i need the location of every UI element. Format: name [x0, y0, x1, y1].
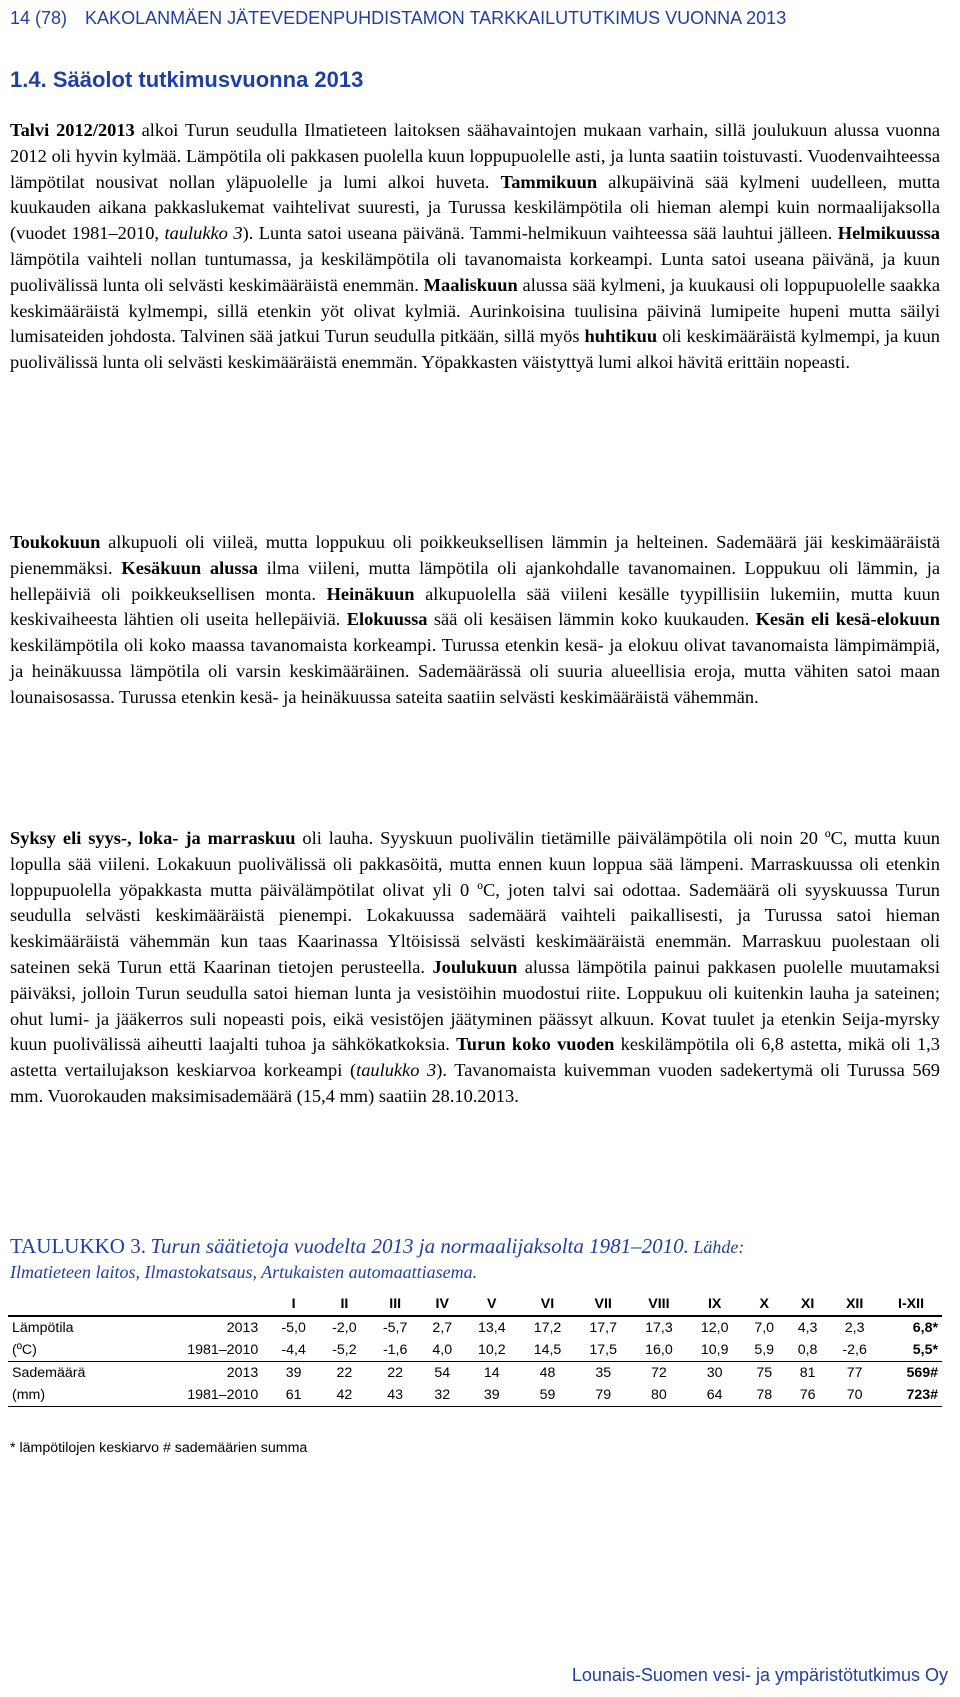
month-header: X — [743, 1293, 786, 1316]
table-cell: 0,8 — [797, 1342, 818, 1358]
table-cell: -2,0 — [332, 1320, 357, 1336]
month-header: XI — [786, 1293, 829, 1316]
table-cell: 61 — [268, 1384, 319, 1407]
table-cell: -5,0 — [281, 1320, 306, 1336]
table-cell: 54 — [421, 1362, 464, 1385]
table-cell: 22 — [319, 1362, 370, 1385]
bold-term: Maaliskuun — [423, 274, 518, 295]
text-run: lämpötila vaihteli nollan tuntumassa, ja keskilämpötila oli tavanomaista korkeampi. Lunta satoi useana päivänä, ja kuun puolivälissä lunta oli selvästi keskimääräistä enemmän. — [10, 248, 940, 295]
table-cell: -4,4 — [281, 1342, 306, 1358]
bold-term: Joulukuun — [432, 956, 518, 977]
table-cell: 17,5 — [589, 1342, 618, 1358]
table-cell: 76 — [786, 1384, 829, 1407]
page-number: 14 (78) — [10, 8, 68, 28]
text-run: ). Tavanomaista kuivemman vuoden sadekertymä oli Turussa 569 mm. Vuorokauden maksimisademäärä (15,4 mm) saatiin 28.10.2013. — [10, 1060, 940, 1106]
text-run: alussa sää kylmeni, ja kuukausi oli loppupuolelle saakka keskimääräistä kylmempi, sillä etenkin yöt olivat kylmiä. Aurinkoisina tuulisina päivinä lumipeite hupeni mutta säilyi lumisateiden johdosta. Talvinen sää jatkui Turun seudulla pitkään, sillä myös — [10, 274, 940, 347]
bold-term: Helmikuussa — [837, 223, 940, 244]
table-cell: 4,3 — [797, 1320, 818, 1336]
section-heading — [10, 67, 363, 93]
text-run: alkupäivinä sää kylmeni uudelleen, mutta kuukauden aikana pakkaslukemat vaihtelivat suuresti, ja Turussa keskilämpötila oli hieman alempi kuin normaalijaksolla (vuodet 1981–2010, — [10, 171, 940, 244]
header-cell-empty — [135, 1293, 268, 1316]
table-cell: 5,9 — [754, 1342, 775, 1358]
table-cell: 42 — [319, 1384, 370, 1407]
table-cell: 17,3 — [645, 1320, 673, 1336]
row-period: 1981–2010 — [187, 1342, 259, 1358]
caption-label: TAULUKKO 3. — [10, 1234, 146, 1258]
caption-source: Ilmatieteen laitos, Ilmastokatsaus, Artukaisten automaattiasema. — [10, 1262, 478, 1282]
table-cell: 43 — [370, 1384, 421, 1407]
month-header: I-XII — [880, 1293, 942, 1316]
text-run: keskilämpötila oli koko maassa tavanomaista korkeampi. Turussa etenkin kesä- ja elokuu olivat tavanomaista lämpimämpiä, ja heinäkuussa lämpötila oli varsin keskimääräinen. Sademäärässä oli suuria alueellisia eroja, mutta vähiten satoi maan lounaisosassa. Turussa etenkin kesä- ja heinäkuussa sateita saatiin selvästi keskimääräistä vähemmän. — [10, 635, 940, 707]
table-cell: 77 — [829, 1362, 880, 1385]
text-run: keskilämpötila oli 6,8 astetta, mikä oli 1,3 astetta vertailujakson keskiarvoa korkeampi ( — [10, 1034, 940, 1081]
table-cell: 14 — [464, 1362, 520, 1385]
bold-term: Kesäkuun alussa — [121, 557, 258, 578]
bold-term: Talvi 2012/2013 — [10, 120, 135, 140]
table-cell: 16,0 — [645, 1342, 673, 1358]
table-cell: 2,7 — [432, 1320, 453, 1336]
bold-term: Elokuussa — [346, 609, 428, 630]
table-cell: 30 — [687, 1362, 743, 1385]
annual-total: 6,8* — [912, 1320, 938, 1336]
text-run: ilma viileni, mutta lämpötila oli ajankohdalle tavanomainen. Loppukuu oli lämmin, ja hellepäiviä oli poikkeuksellisen monta. — [10, 557, 940, 604]
table-cell: 17,2 — [533, 1320, 562, 1336]
text-run: alkupuoli oli viileä, mutta loppukuu oli poikkeuksellisen lämmin ja helteinen. Sademäärä jäi keskimääräistä pienemmäksi. — [10, 532, 940, 578]
month-header: IV — [421, 1293, 464, 1316]
table-cell: 17,7 — [589, 1320, 618, 1336]
paragraph-summer — [10, 530, 940, 711]
table-cell: 39 — [268, 1362, 319, 1385]
month-header: VIII — [631, 1293, 687, 1316]
row-period: 1981–2010 — [135, 1384, 268, 1407]
bold-term: Tammikuun — [500, 171, 598, 192]
table-cell: 70 — [829, 1384, 880, 1407]
paragraph-autumn — [10, 826, 940, 1110]
table-cell: -5,2 — [332, 1342, 357, 1358]
bold-term: Turun koko vuoden — [456, 1034, 615, 1055]
caption-title: Turun säätietoja vuodelta 2013 ja normaalijaksolta 1981–2010. — [150, 1234, 689, 1258]
month-header: VI — [520, 1293, 576, 1316]
paragraph-text — [10, 826, 940, 1110]
row-label: (ºC) — [12, 1342, 37, 1358]
table-cell: 12,0 — [700, 1320, 729, 1336]
table-header-row — [8, 1293, 942, 1316]
table-cell: 14,5 — [533, 1342, 562, 1358]
table-footnote: * lämpötilojen keskiarvo # sademäärien summa — [10, 1440, 308, 1456]
table-cell: 48 — [520, 1362, 576, 1385]
table-cell: 10,2 — [477, 1342, 506, 1358]
bold-term: Heinäkuun — [326, 583, 415, 604]
page-footer: Lounais-Suomen vesi- ja ympäristötutkimus Oy — [571, 1665, 948, 1685]
text-run: sää oli kesäisen lämmin koko kuukauden. — [427, 609, 756, 630]
table-cell: -2,6 — [842, 1342, 867, 1358]
text-run: alussa lämpötila painui pakkasen puolelle muutamaksi päiväksi, jolloin Turun seudulla satoi hieman lunta ja vesistöihin muodostui riite. Loppukuu oli kuitenkin lauha ja sateinen; ohut lumi- ja jääkerros suli nopeasti pois, eikä vesistöjen jäätyminen päässyt alkuun. Kovat tuulet ja etenkin Seija-myrsky kuun puolivälissä aiheutti laajalti tuhoa ja sähkökatkoksia. — [10, 956, 940, 1055]
caption-source-label: Lähde: — [693, 1237, 745, 1257]
month-header: II — [319, 1293, 370, 1316]
italic-ref: taulukko 3 — [356, 1060, 437, 1081]
table-cell: 10,9 — [700, 1342, 729, 1358]
table-cell: 81 — [786, 1362, 829, 1385]
paragraph-winter — [10, 118, 940, 376]
table-caption — [10, 1234, 940, 1285]
row-label: Lämpötila — [12, 1320, 74, 1336]
page-header — [10, 8, 950, 29]
report-title: KAKOLANMÄEN JÄTEVEDENPUHDISTAMON TARKKAILUTUTKIMUS VUONNA 2013 — [85, 8, 787, 28]
table-cell: 4,0 — [432, 1342, 453, 1358]
section-number: 1.4. — [10, 67, 47, 92]
annual-total: 569# — [880, 1362, 942, 1385]
table-cell: 79 — [575, 1384, 631, 1407]
section-title: Sääolot tutkimusvuonna 2013 — [52, 67, 364, 92]
header-cell-empty — [8, 1293, 135, 1316]
text-run: alkupuolella sää viileni kesälle tyypillisiin lukemiin, mutta kuun keskivaiheesta lähtien oli useita hellepäiviä. — [10, 583, 940, 630]
paragraph-text — [10, 530, 940, 711]
row-label: Sademäärä — [8, 1362, 135, 1385]
table-cell: 39 — [464, 1384, 520, 1407]
table-row — [8, 1384, 942, 1407]
table-cell: 80 — [631, 1384, 687, 1407]
italic-ref: taulukko 3 — [164, 223, 243, 244]
month-header: IX — [687, 1293, 743, 1316]
table-cell: 7,0 — [754, 1320, 775, 1336]
table-cell: 13,4 — [477, 1320, 506, 1336]
text-run: oli keskimääräistä kylmempi, ja kuun puolivälissä lunta oli selvästi keskimääräistä enemmän. Yöpakkasten väistyttyä lumi alkoi hävitä erittäin nopeasti. — [10, 326, 941, 373]
table-cell: -1,6 — [382, 1342, 408, 1358]
table-row — [8, 1316, 942, 1339]
annual-total: 5,5* — [912, 1342, 938, 1358]
annual-total: 723# — [880, 1384, 942, 1407]
month-header: V — [464, 1293, 520, 1316]
table-cell: 35 — [575, 1362, 631, 1385]
table-cell: 75 — [743, 1362, 786, 1385]
climate-table — [8, 1293, 942, 1407]
row-period: 2013 — [226, 1320, 259, 1336]
row-label: (mm) — [8, 1384, 135, 1407]
bold-term: Kesän eli kesä-elokuun — [755, 609, 941, 630]
text-run: ). Lunta satoi useana päivänä. Tammi-helmikuun vaihteessa sää lauhtui jälleen. — [242, 223, 838, 244]
table-cell: 2,3 — [844, 1320, 865, 1336]
table-cell: 32 — [421, 1384, 464, 1407]
table-row — [8, 1362, 942, 1385]
table-cell: -5,7 — [382, 1320, 408, 1336]
table-body — [8, 1316, 942, 1407]
text-run: alkoi Turun seudulla Ilmatieteen laitoksen säähavaintojen mukaan varhain, sillä joulukuun alussa vuonna 2012 oli hyvin kylmää. Lämpötila oli pakkasen puolella kuun loppupuolelle asti, ja lunta saatiin toistuvasti. Vuodenvaihteessa lämpötilat nousivat nollan yläpuolelle ja lumi alkoi huveta. — [10, 120, 940, 192]
table-row — [8, 1339, 942, 1362]
table-cell: 64 — [687, 1384, 743, 1407]
row-period: 2013 — [135, 1362, 268, 1385]
table-cell: 78 — [743, 1384, 786, 1407]
paragraph-text — [10, 118, 940, 376]
month-header: I — [268, 1293, 319, 1316]
bold-term: Syksy eli syys-, loka- ja marraskuu — [10, 828, 296, 848]
table-cell: 59 — [520, 1384, 576, 1407]
bold-term: Toukokuun — [10, 532, 101, 552]
month-header: XII — [829, 1293, 880, 1316]
month-header: III — [370, 1293, 421, 1316]
table-cell: 22 — [370, 1362, 421, 1385]
table-cell: 72 — [631, 1362, 687, 1385]
text-run: oli lauha. Syyskuun puolivälin tietämille päivälämpötila oli noin 20 ºC, mutta kuun lopulla sää viileni. Lokakuun puolivälissä oli pakkasöitä, mutta ennen kuun loppua sää lämpeni. Marraskuussa oli etenkin loppupuolella yöpakkasta mutta päivälämpötilat olivat yli 0 ºC, joten talvi sai odottaa. Sademäärä oli syyskuussa Turun seudulla selvästi keskimääräistä pienempi. Lokakuussa sademäärä vaihteli paikallisesti, ja Turussa satoi hieman keskimääräistä vähemmän kun taas Kaarinassa Yltöisissä selvästi keskimääräistä enemmän. Marraskuu puolestaan oli sateinen sekä Turun että Kaarinan tietojen perusteella. — [10, 828, 940, 977]
month-header: VII — [575, 1293, 631, 1316]
bold-term: huhtikuu — [584, 326, 658, 347]
